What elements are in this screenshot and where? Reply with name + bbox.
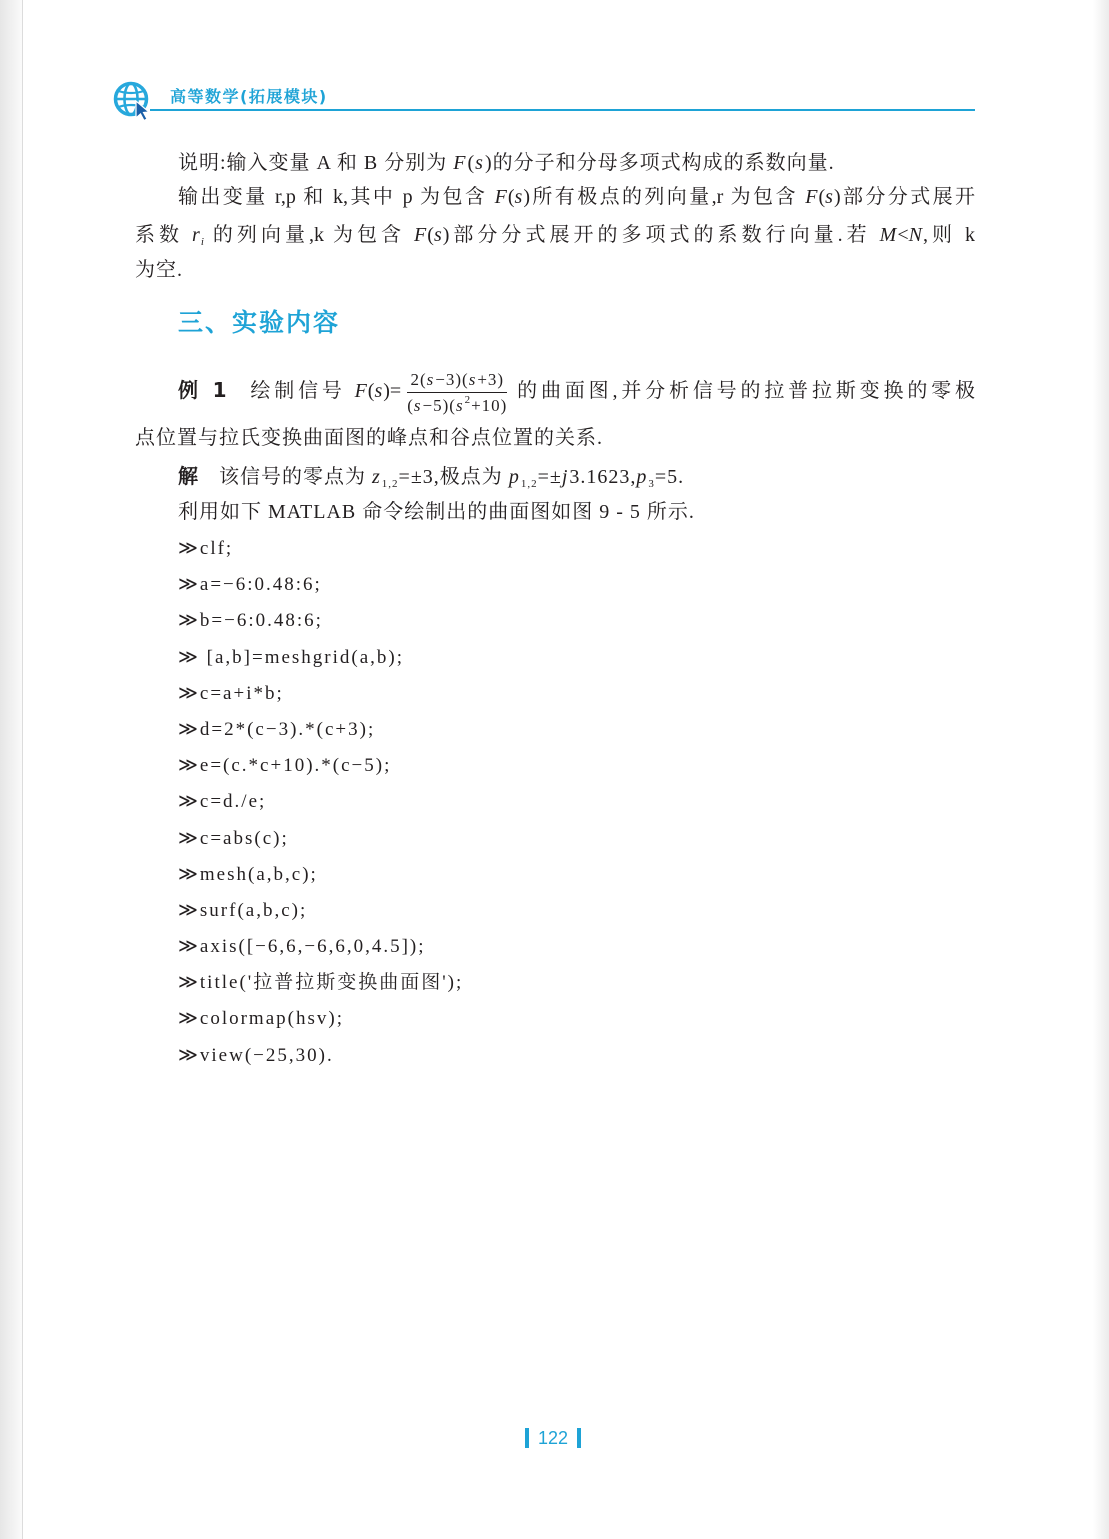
scan-edge-right — [1093, 0, 1109, 1539]
example-text: 绘制信号 — [246, 380, 355, 402]
code-line: ≫surf(a,b,c); — [178, 899, 308, 921]
subscript: 1,2 — [381, 478, 399, 490]
subscript: 3 — [648, 478, 655, 490]
code-line: ≫b=−6:0.48:6; — [178, 610, 323, 632]
math-symbol-z: z — [372, 466, 381, 488]
para-text: )所有极点的列向量,r 为包含 — [523, 186, 806, 208]
math-symbol-s: s — [825, 186, 833, 208]
math-symbol-F: F — [414, 224, 427, 246]
section-heading: 三、实验内容 — [178, 308, 341, 337]
para-text: )部分分式展开的多项式的系数行向量.若 — [442, 224, 880, 246]
code-line: ≫c=a+i*b; — [178, 682, 284, 704]
globe-cursor-icon — [112, 79, 154, 121]
scan-edge-line — [22, 0, 23, 1539]
math-symbol-s: s — [433, 224, 442, 246]
fraction-numerator — [407, 369, 507, 393]
solution-text: =±3,极点为 — [398, 466, 509, 488]
note-line — [178, 145, 835, 181]
code-line: ≫title('拉普拉斯变换曲面图'); — [178, 972, 464, 994]
code-line: ≫mesh(a,b,c); — [178, 863, 318, 885]
math-symbol-s: s — [426, 369, 435, 389]
scan-edge-left — [0, 0, 22, 1539]
example-1-line-2: 点位置与拉氏变换曲面图的峰点和谷点位置的关系. — [135, 427, 603, 449]
code-line: ≫colormap(hsv); — [178, 1008, 344, 1030]
code-line: ≫clf; — [178, 538, 234, 559]
fraction-denominator — [404, 393, 510, 416]
subscript-i: i — [200, 236, 204, 248]
math-symbol-F: F — [453, 152, 467, 174]
math-symbol-F: F — [354, 380, 367, 402]
num-part: −3)( — [435, 369, 469, 389]
solution-text: =± — [537, 466, 562, 488]
math-symbol-N: N — [908, 224, 922, 246]
math-symbol-M: M — [879, 224, 897, 246]
output-para-line-1 — [178, 179, 975, 215]
output-para-line-2 — [135, 217, 975, 253]
para-text: 系数 — [135, 224, 193, 246]
math-symbol-F: F — [805, 186, 818, 208]
den-part: +10) — [471, 395, 508, 415]
equals-text: )= — [383, 380, 402, 402]
paren-open: ( — [467, 152, 476, 174]
num-part: +3) — [477, 369, 505, 389]
matlab-code-block — [178, 531, 463, 1074]
fraction — [404, 369, 510, 416]
output-para-line-3: 为空. — [135, 259, 183, 281]
code-line: ≫e=(c.*c+10).*(c−5); — [178, 755, 392, 777]
code-line: ≫c=abs(c); — [178, 827, 289, 849]
subscript: 1,2 — [520, 478, 538, 490]
note-text: 说明:输入变量 A 和 B 分别为 — [178, 152, 454, 174]
math-symbol-s: s — [514, 186, 523, 208]
example-label: 例 1 — [178, 378, 227, 402]
para-text: 输出变量 r,p 和 k,其中 p 为包含 — [178, 186, 495, 208]
den-part: ( — [407, 395, 414, 415]
solution-text: 该信号的零点为 — [219, 466, 372, 488]
math-symbol-s: s — [475, 152, 484, 174]
para-text: )部分分式展开 — [833, 186, 976, 208]
math-symbol-p: p — [508, 466, 520, 488]
code-line: ≫axis([−6,6,−6,6,0,4.5]); — [178, 936, 426, 958]
paren-open: ( — [427, 224, 434, 246]
code-line: ≫view(−25,30). — [178, 1044, 334, 1066]
math-symbol-s: s — [413, 395, 422, 415]
para-text: 的列向量,k 为包含 — [203, 224, 415, 246]
header-rule — [150, 109, 975, 111]
num-part: 2( — [410, 369, 427, 389]
paren-open: ( — [818, 186, 826, 208]
code-line: ≫a=−6:0.48:6; — [178, 574, 322, 596]
code-line: ≫c=d./e; — [178, 791, 267, 813]
page-bar-left — [525, 1428, 529, 1448]
example-1-line-1 — [178, 362, 975, 418]
note-text: )的分子和分母多项式构成的系数向量. — [484, 152, 835, 174]
example-text: 的曲面图,并分析信号的拉普拉斯变换的零极 — [513, 380, 976, 402]
den-part: −5)( — [422, 395, 456, 415]
matlab-intro: 利用如下 MATLAB 命令绘制出的曲面图如图 9 - 5 所示. — [178, 501, 695, 523]
solution-text: =5. — [654, 466, 685, 488]
paren-open: ( — [507, 186, 515, 208]
page-bar-right — [577, 1428, 581, 1448]
page-number: 122 — [537, 1427, 569, 1448]
math-symbol-F: F — [494, 186, 507, 208]
math-symbol-s: s — [455, 395, 464, 415]
para-text: ,则 k — [922, 224, 976, 246]
book-title: 高等数学(拓展模块) — [170, 87, 328, 106]
code-line: ≫d=2*(c−3).*(c+3); — [178, 718, 376, 740]
solution-text: 3.1623, — [569, 466, 637, 488]
solution-line — [178, 458, 684, 494]
paren-open: ( — [367, 380, 375, 402]
code-line: ≫ [a,b]=meshgrid(a,b); — [178, 646, 405, 668]
page-number-block — [503, 1427, 603, 1449]
math-symbol-s: s — [374, 380, 383, 402]
less-than-sign: < — [897, 224, 909, 246]
solution-label: 解 — [178, 464, 199, 488]
math-symbol-r: r — [192, 224, 200, 246]
math-symbol-s: s — [468, 369, 477, 389]
math-symbol-j: j — [561, 466, 569, 488]
math-symbol-p: p — [636, 466, 648, 488]
exponent: 2 — [464, 393, 472, 406]
